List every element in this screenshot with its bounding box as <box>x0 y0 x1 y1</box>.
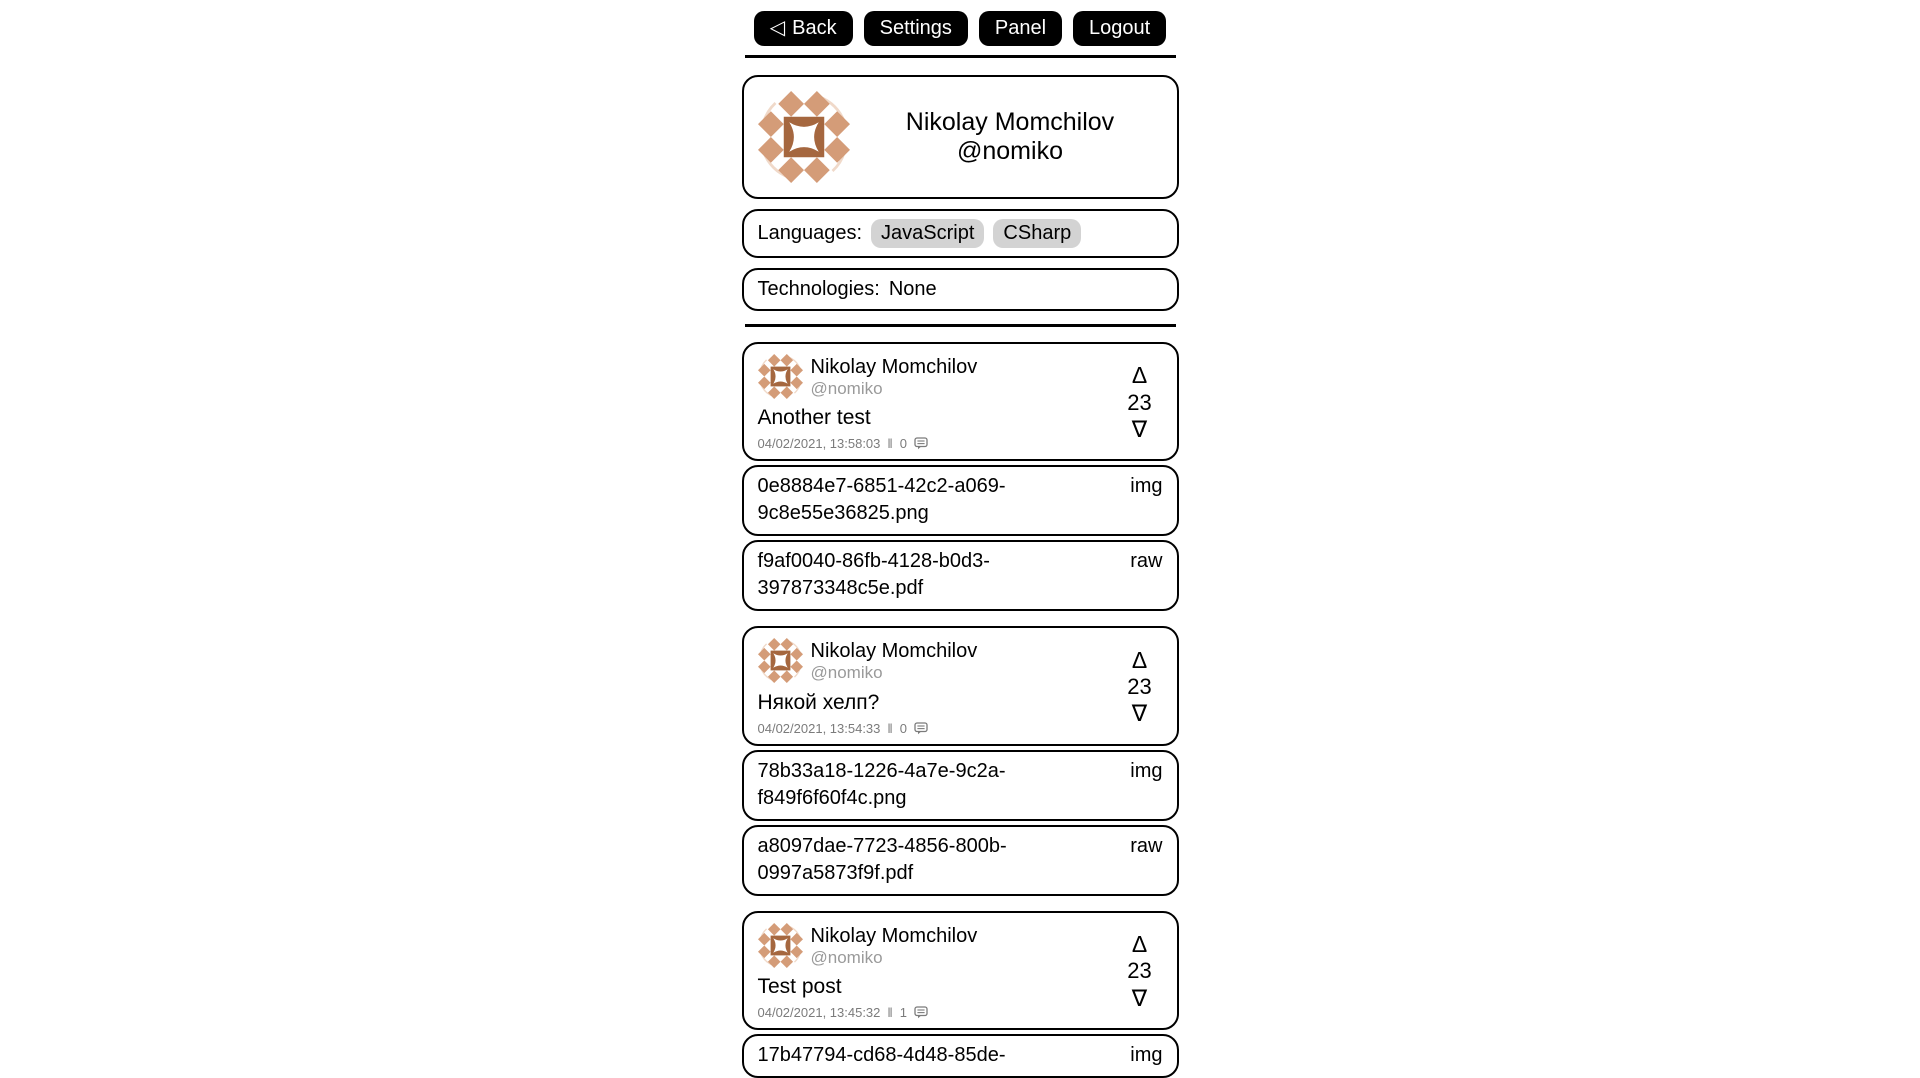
profile-names <box>858 108 1163 166</box>
meta-separator: ‖ <box>887 1005 893 1021</box>
post-main <box>758 638 1117 735</box>
upvote-button[interactable]: Δ <box>1131 930 1148 957</box>
post-author-block <box>811 923 978 968</box>
post-author-name: Nikolay Momchilov <box>810 356 978 378</box>
technologies-label: Technologies: <box>757 278 880 300</box>
post-meta <box>758 1005 1117 1020</box>
attachment-type: raw <box>1130 550 1163 573</box>
downvote-button[interactable]: ∇ <box>1131 415 1148 442</box>
profile-handle: @nomiko <box>957 137 1063 165</box>
post-card[interactable] <box>742 911 1179 1030</box>
post-avatar-identicon <box>758 923 803 968</box>
post-main <box>758 354 1117 451</box>
attachment-filename: f9af0040-86fb-4128-b0d3-397873348c5e.pdf <box>757 550 990 600</box>
profile-name: Nikolay Momchilov <box>905 108 1115 137</box>
attachment-type: img <box>1130 1044 1163 1067</box>
profile-card <box>742 75 1179 199</box>
post-main <box>758 923 1117 1020</box>
languages-card <box>742 209 1179 258</box>
post-author-name: Nikolay Momchilov <box>810 640 978 663</box>
settings-button[interactable]: Settings <box>864 11 968 46</box>
language-badge-javascript: JavaScript <box>871 219 984 248</box>
post-author-block <box>811 354 978 399</box>
panel-button[interactable]: Panel <box>979 11 1062 46</box>
posts-divider <box>745 324 1176 327</box>
post-avatar-identicon <box>758 354 803 399</box>
post-card[interactable] <box>742 342 1179 461</box>
post-author-handle: @nomiko <box>810 947 883 967</box>
post-title: Някой хелп? <box>757 690 880 714</box>
vote-count: 23 <box>1127 673 1152 699</box>
vote-column <box>1117 923 1163 1020</box>
post-comment-count: 1 <box>899 1005 907 1021</box>
attachment-filename: a8097dae-7723-4856-800b-0997a5873f9f.pdf <box>757 834 1007 884</box>
back-button-label: Back <box>792 17 837 39</box>
upvote-button[interactable]: Δ <box>1131 362 1148 389</box>
downvote-button[interactable]: ∇ <box>1131 984 1148 1011</box>
post-meta <box>758 721 1117 736</box>
post-avatar-identicon <box>758 638 803 683</box>
meta-separator: ‖ <box>887 720 893 736</box>
post-author-block <box>811 638 978 683</box>
technologies-card <box>742 268 1179 311</box>
post-timestamp: 04/02/2021, 13:54:33 <box>757 720 881 736</box>
main-column <box>742 0 1179 1078</box>
post-meta <box>758 436 1117 451</box>
attachment-row[interactable] <box>742 750 1179 821</box>
post-header <box>758 354 1117 399</box>
post-title: Another test <box>757 406 871 430</box>
back-arrow-icon: ◁ <box>769 17 786 39</box>
vote-count: 23 <box>1127 389 1152 415</box>
attachment-type: img <box>1130 475 1163 498</box>
post-author-handle: @nomiko <box>810 379 883 398</box>
post-header <box>758 638 1117 683</box>
comments-icon <box>914 1006 928 1019</box>
post-card[interactable] <box>742 626 1179 745</box>
toolbar <box>742 0 1179 46</box>
meta-separator: ‖ <box>887 436 893 452</box>
back-button[interactable] <box>754 11 853 46</box>
attachment-filename: 17b47794-cd68-4d48-85de- <box>757 1044 1006 1067</box>
attachment-type: img <box>1130 759 1163 782</box>
attachment-filename: 78b33a18-1226-4a7e-9c2a-f849f6f60f4c.png <box>757 759 1006 809</box>
vote-column <box>1117 638 1163 735</box>
profile-avatar-identicon <box>758 91 850 183</box>
technologies-value: None <box>888 278 937 300</box>
attachment-row[interactable] <box>742 825 1179 896</box>
post-header <box>758 923 1117 968</box>
post-group <box>742 626 1179 895</box>
attachment-row[interactable] <box>742 540 1179 611</box>
attachment-row[interactable] <box>742 1034 1179 1078</box>
post-timestamp: 04/02/2021, 13:58:03 <box>757 436 881 452</box>
post-comment-count: 0 <box>899 436 907 452</box>
vote-column <box>1117 354 1163 451</box>
downvote-button[interactable]: ∇ <box>1131 700 1148 727</box>
attachment-row[interactable] <box>742 465 1179 536</box>
top-divider <box>745 55 1176 58</box>
post-title: Test post <box>757 975 842 999</box>
post-group <box>742 911 1179 1078</box>
logout-button[interactable]: Logout <box>1073 11 1166 46</box>
vote-count: 23 <box>1127 958 1152 984</box>
upvote-button[interactable]: Δ <box>1131 646 1148 673</box>
comments-icon <box>914 722 928 735</box>
post-comment-count: 0 <box>899 720 907 736</box>
attachment-type: raw <box>1130 834 1163 857</box>
post-timestamp: 04/02/2021, 13:45:32 <box>757 1005 881 1021</box>
comments-icon <box>914 437 928 450</box>
languages-label: Languages: <box>757 222 863 244</box>
attachment-filename: 0e8884e7-6851-42c2-a069-9c8e55e36825.png <box>757 475 1006 525</box>
post-author-name: Nikolay Momchilov <box>810 924 978 947</box>
language-badge-csharp: CSharp <box>993 219 1081 248</box>
post-author-handle: @nomiko <box>810 663 883 683</box>
post-group <box>742 342 1179 611</box>
